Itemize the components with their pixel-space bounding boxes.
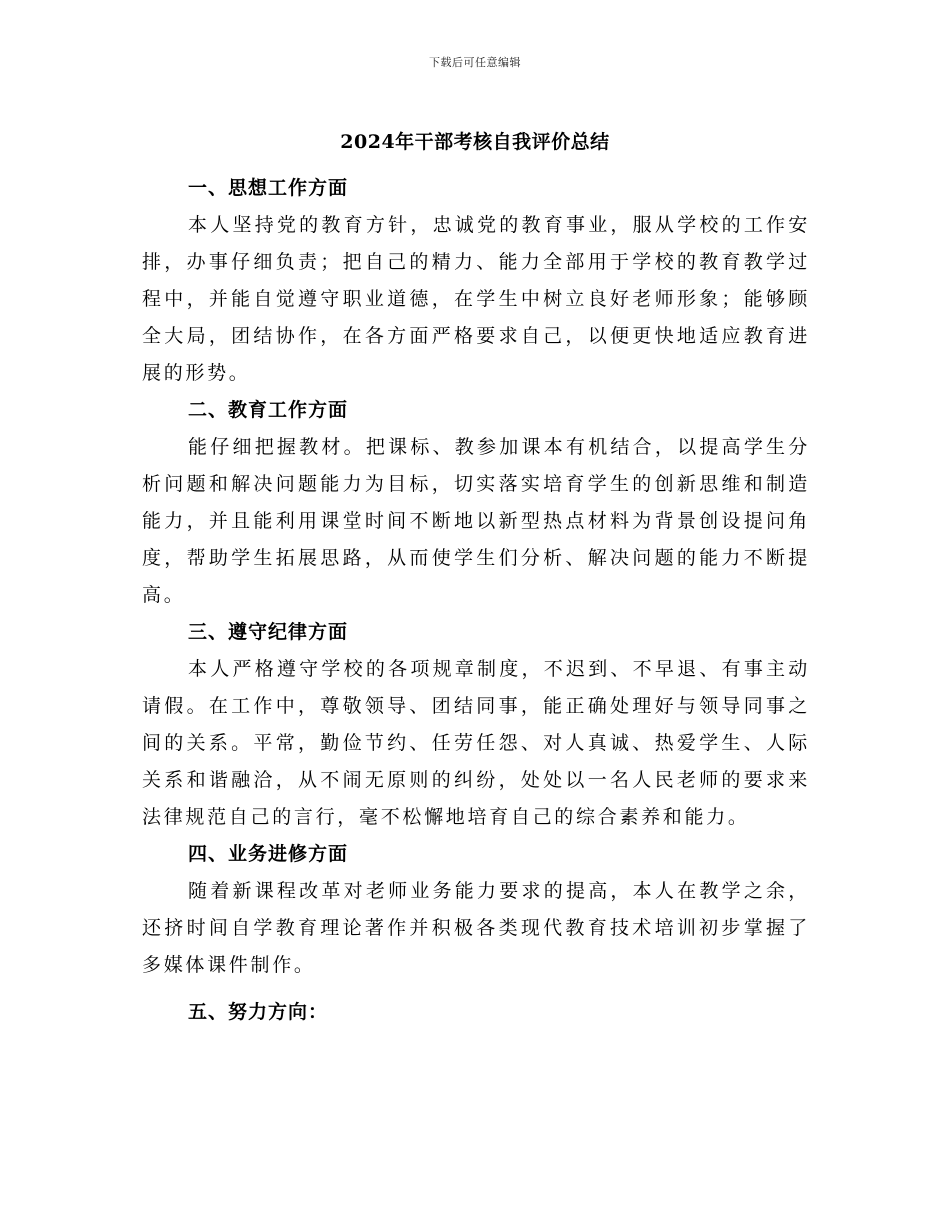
document-title: 2024年干部考核自我评价总结 bbox=[340, 131, 610, 153]
section-paragraph: 本人严格遵守学校的各项规章制度，不迟到、不早退、有事主动请假。在工作中，尊敬领导、团结同事，能正确处理好与领导同事之间的关系。平常，勤俭节约、任劳任怨、对人真诚、热爱学生、人际关系和谐融洽，从不闹无原则的纠纷，处处以一名人民老师的要求来法律规范自己的言行，毫不松懈地培育自己的综合素养和能力。 bbox=[142, 658, 810, 828]
section-paragraph: 能仔细把握教材。把课标、教参加课本有机结合，以提高学生分析问题和解决问题能力为目标，切实落实培育学生的创新思维和制造能力，并且能利用课堂时间不断地以新型热点材料为背景创设提问角度，帮助学生拓展思路，从而使学生们分析、解决问题的能力不断提高。 bbox=[142, 436, 810, 606]
section-heading: 四、业务进修方面 bbox=[188, 843, 349, 865]
section-heading: 二、教育工作方面 bbox=[188, 399, 349, 421]
document-body bbox=[142, 170, 810, 1031]
section-paragraph: 随着新课程改革对老师业务能力要求的提高，本人在教学之余，还挤时间自学教育理论著作并积极各类现代教育技术培训初步掌握了多媒体课件制作。 bbox=[142, 880, 810, 976]
section-thought bbox=[142, 170, 810, 392]
section-heading: 五、努力方向： bbox=[188, 1001, 329, 1023]
section-discipline bbox=[142, 614, 810, 836]
section-heading: 一、思想工作方面 bbox=[188, 177, 349, 199]
section-professional-study bbox=[142, 836, 810, 984]
section-heading: 三、遵守纪律方面 bbox=[188, 621, 349, 643]
header-note: 下载后可任意编辑 bbox=[429, 56, 521, 69]
section-goals bbox=[142, 994, 810, 1031]
section-paragraph: 本人坚持党的教育方针，忠诚党的教育事业，服从学校的工作安排，办事仔细负责；把自己的精力、能力全部用于学校的教育教学过程中，并能自觉遵守职业道德，在学生中树立良好老师形象；能够顾全大局，团结协作，在各方面严格要求自己，以便更快地适应教育进展的形势。 bbox=[142, 214, 810, 384]
section-education bbox=[142, 392, 810, 614]
